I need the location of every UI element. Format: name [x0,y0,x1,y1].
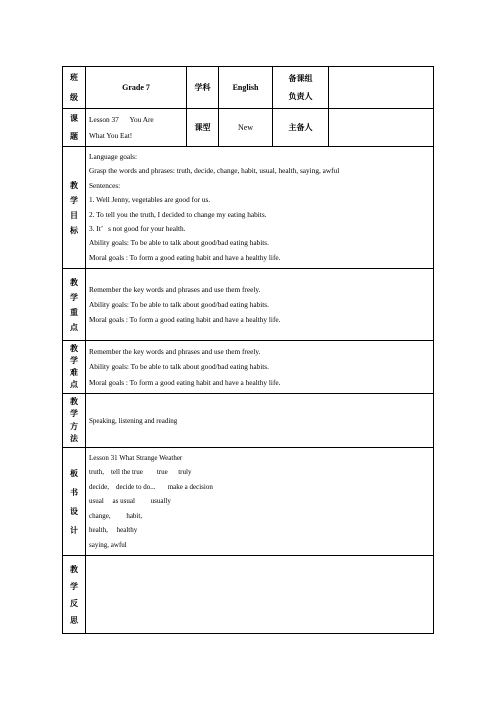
type-value: New [219,109,273,147]
board-design-line: health, healthy [89,526,138,535]
key-points-line: Ability goals: To be able to talk about good/bad eating habits. [89,299,269,309]
objectives-row [63,147,434,269]
key-points-label-char: 重 [70,307,78,317]
difficult-points-label-char: 学 [70,356,78,365]
topic-value-line: Lesson 37 You Are [89,115,154,125]
board-design-label-char: 计 [70,525,78,535]
type-label: 课型 [187,109,219,147]
difficult-points-label-char: 教 [70,344,78,353]
key-points-label-char: 点 [70,322,78,332]
board-design-content [86,448,434,556]
class-value: Grade 7 [86,67,187,109]
key-points-label-char: 学 [70,292,78,302]
difficult-points-content [86,341,434,394]
board-design-label-cell [63,448,86,556]
subject-value: English [219,67,273,109]
board-design-line: decide, decide to do... make a decision [89,482,213,491]
board-design-label-char: 设 [70,506,78,516]
board-design-line: change, habit, [89,511,143,520]
class-label-cell [63,67,86,109]
header-row [63,67,434,109]
topic-label-cell [63,109,86,147]
methods-label-char: 法 [70,434,78,443]
topic-label-char: 题 [70,131,78,141]
board-design-line: Lesson 31 What Strange Weather [89,454,183,463]
objectives-label-char: 目 [70,210,78,220]
lesson-plan-table [62,66,434,634]
objectives-line: 1. Well Jenny, vegetables are good for us. [89,195,211,205]
difficult-points-label-char: 点 [70,380,78,389]
reflection-content [86,556,434,634]
reflection-row [63,556,434,634]
objectives-content [86,147,434,269]
objectives-line: Sentences: [89,180,121,190]
objectives-line: Ability goals: To be able to talk about good/bad eating habits. [89,238,269,248]
difficult-points-label-cell [63,341,86,394]
objectives-label-char: 教 [70,180,78,190]
board-design-row [63,448,434,556]
board-design-line: saying, awful [89,540,127,549]
objectives-label-char: 学 [70,195,78,205]
board-design-line: usual as usual usually [89,497,171,506]
objectives-line: Grasp the words and phrases: truth, decide, change, habit, usual, health, saying, awful [89,166,340,176]
key-points-content [86,269,434,341]
group-leader-label-line: 备课组 [288,73,313,83]
topic-value-line: What You Eat! [89,130,133,140]
methods-content: Speaking, listening and reading [86,394,434,448]
reflection-label-char: 反 [70,598,78,608]
methods-label-char: 学 [70,409,78,418]
methods-label-char: 方 [70,421,78,431]
board-design-label-char: 书 [70,487,78,497]
key-points-line: Moral goals : To form a good eating habit and have a healthy life. [89,315,281,325]
objectives-line: 3. It’ s not good for your health. [89,223,186,233]
methods-label-cell [63,394,86,448]
key-points-line: Remember the key words and phrases and use them freely. [89,284,261,294]
key-points-label-char: 教 [70,277,78,287]
key-points-label-cell [63,269,86,341]
objectives-line: Moral goals : To form a good eating habit and have a healthy life. [89,252,281,262]
methods-label-char: 教 [70,396,78,406]
key-points-row [63,269,434,341]
topic-value-cell [86,109,187,147]
difficult-points-row [63,341,434,394]
group-leader-value [329,67,434,109]
difficult-points-line: Moral goals : To form a good eating habit and have a healthy life. [89,377,281,387]
reflection-label-char: 学 [70,581,78,591]
objectives-label-char: 标 [70,225,78,235]
class-label-char: 班 [70,72,78,82]
reflection-label-char: 教 [70,564,78,574]
objectives-line: Language goals: [89,151,138,161]
preparer-label: 主备人 [273,109,329,147]
objectives-line: 2. To tell you the truth, I decided to change my eating habits. [89,209,267,219]
preparer-value [329,109,434,147]
objectives-label-cell [63,147,86,269]
difficult-points-label-char: 难 [70,368,78,377]
reflection-label-cell [63,556,86,634]
difficult-points-line: Ability goals: To be able to talk about good/bad eating habits. [89,362,269,372]
class-label-char: 级 [70,92,78,102]
board-design-label-char: 板 [70,468,78,478]
difficult-points-line: Remember the key words and phrases and use them freely. [89,347,261,357]
reflection-label-char: 思 [70,615,78,625]
group-leader-label-cell [273,67,329,109]
group-leader-label-line: 负责人 [288,91,313,101]
board-design-line: truth, tell the true true truly [89,468,192,477]
subject-label: 学科 [187,67,219,109]
topic-label-char: 课 [70,113,78,123]
methods-row [63,394,434,448]
topic-row [63,109,434,147]
